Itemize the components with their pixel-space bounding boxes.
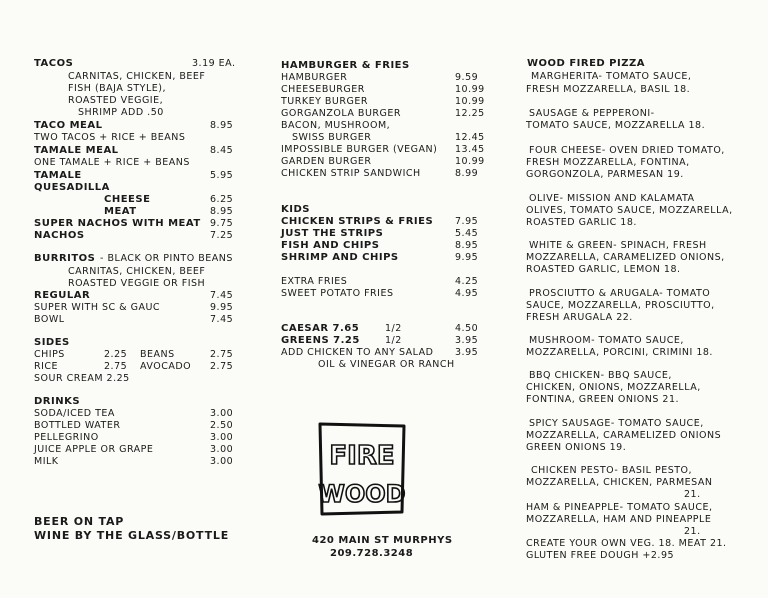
pizza-line: HAM & PINEAPPLE- TOMATO SAUCE, bbox=[526, 502, 713, 513]
bowl: BOWL bbox=[34, 314, 65, 325]
super-price: 9.95 bbox=[210, 302, 234, 313]
burritos-line: CARNITAS, CHICKEN, BEEF bbox=[68, 266, 206, 277]
drink-price: 3.00 bbox=[210, 432, 234, 443]
pizza-line: SPICY SAUSAGE- TOMATO SAUCE, bbox=[529, 418, 704, 429]
rice: RICE bbox=[34, 361, 59, 372]
pizza-line: MOZZARELLA, CARAMELIZED ONIONS bbox=[526, 430, 722, 441]
burger-name: HAMBURGER bbox=[281, 72, 348, 83]
pizza-line: SAUCE, MOZZARELLA, PROSCIUTTO, bbox=[526, 300, 715, 311]
kids-title: KIDS bbox=[281, 204, 310, 215]
taco-meal-price: 8.95 bbox=[210, 120, 234, 131]
burger-price: 10.99 bbox=[455, 96, 485, 107]
burger-name: GORGANZOLA BURGER bbox=[281, 108, 401, 119]
cheese-price: 6.25 bbox=[210, 194, 234, 205]
burger-name: BACON, MUSHROOM, bbox=[281, 120, 391, 131]
avocado-price: 2.75 bbox=[210, 361, 234, 372]
kids-price: 7.95 bbox=[455, 216, 479, 227]
pizza-line: TOMATO SAUCE, MOZZARELLA 18. bbox=[526, 120, 706, 131]
kids-name: SHRIMP AND CHIPS bbox=[281, 252, 399, 263]
drink-name: MILK bbox=[34, 456, 59, 467]
regular-price: 7.45 bbox=[210, 290, 234, 301]
super-nachos: SUPER NACHOS WITH MEAT bbox=[34, 218, 201, 229]
burger-price: 10.99 bbox=[455, 84, 485, 95]
nachos: NACHOS bbox=[34, 230, 85, 241]
kids-price: 8.95 bbox=[455, 240, 479, 251]
burger-price: 12.45 bbox=[455, 132, 485, 143]
tamale-meal: TAMALE MEAL bbox=[34, 145, 119, 156]
pizza-line: FONTINA, GREEN ONIONS 21. bbox=[526, 394, 680, 405]
pizza-line: BBQ CHICKEN- BBQ SAUCE, bbox=[529, 370, 672, 381]
meat-price: 8.95 bbox=[210, 206, 234, 217]
drink-price: 3.00 bbox=[210, 444, 234, 455]
burger-price: 13.45 bbox=[455, 144, 485, 155]
chips-price: 2.25 bbox=[104, 349, 128, 360]
kids-name: JUST THE STRIPS bbox=[281, 228, 384, 239]
pizza-line: GREEN ONIONS 19. bbox=[526, 442, 627, 453]
tacos-line: ROASTED VEGGIE, bbox=[68, 95, 164, 106]
tacos-price: 3.19 EA. bbox=[192, 58, 236, 69]
pizza-line: FRESH MOZZARELLA, BASIL 18. bbox=[526, 84, 691, 95]
pizza-line: GLUTEN FREE DOUGH +2.95 bbox=[526, 550, 675, 561]
pizza-line: CREATE YOUR OWN VEG. 18. MEAT 21. bbox=[526, 538, 727, 549]
add-chicken: ADD CHICKEN TO ANY SALAD bbox=[281, 347, 434, 358]
pizza-line: FOUR CHEESE- OVEN DRIED TOMATO, bbox=[529, 145, 725, 156]
pizza-line: ROASTED GARLIC, LEMON 18. bbox=[526, 264, 681, 275]
address: 420 MAIN ST MURPHYS bbox=[312, 535, 453, 546]
beans-price: 2.75 bbox=[210, 349, 234, 360]
drinks-title: DRINKS bbox=[34, 396, 81, 407]
pizza-line: CHICKEN, ONIONS, MOZZARELLA, bbox=[526, 382, 701, 393]
pizza-line: FRESH ARUGALA 22. bbox=[526, 312, 633, 323]
pizza-line: MARGHERITA- TOMATO SAUCE, bbox=[531, 71, 692, 82]
caesar: CAESAR 7.65 bbox=[281, 323, 360, 334]
drink-name: SODA/ICED TEA bbox=[34, 408, 115, 419]
firewood-logo bbox=[316, 420, 408, 520]
dressing: OIL & VINEGAR OR RANCH bbox=[318, 359, 455, 370]
sweet-fries: SWEET POTATO FRIES bbox=[281, 288, 394, 299]
caesar-half: 1/2 bbox=[385, 323, 402, 334]
pizza-line: OLIVES, TOMATO SAUCE, MOZZARELLA, bbox=[526, 205, 733, 216]
sour-cream: SOUR CREAM 2.25 bbox=[34, 373, 130, 384]
bowl-price: 7.45 bbox=[210, 314, 234, 325]
pizza-line: 21. bbox=[684, 489, 701, 500]
pizza-line: PROSCIUTTO & ARUGALA- TOMATO bbox=[529, 288, 711, 299]
tamale-meal-price: 8.45 bbox=[210, 145, 234, 156]
burger-name: GARDEN BURGER bbox=[281, 156, 372, 167]
kids-price: 5.45 bbox=[455, 228, 479, 239]
burger-name: IMPOSSIBLE BURGER (VEGAN) bbox=[281, 144, 438, 155]
burger-price: 10.99 bbox=[455, 156, 485, 167]
super: SUPER WITH SC & GAUC bbox=[34, 302, 161, 313]
drink-price: 2.50 bbox=[210, 420, 234, 431]
quesadilla: QUESADILLA bbox=[34, 182, 110, 193]
taco-meal-desc: TWO TACOS + RICE + BEANS bbox=[34, 132, 186, 143]
pizza-line: 21. bbox=[684, 526, 701, 537]
wine-by-glass: WINE BY THE GLASS/BOTTLE bbox=[34, 529, 230, 542]
burger-price: 12.25 bbox=[455, 108, 485, 119]
chips: CHIPS bbox=[34, 349, 65, 360]
burger-price: 8.99 bbox=[455, 168, 479, 179]
drink-price: 3.00 bbox=[210, 408, 234, 419]
tacos-line: SHRIMP ADD .50 bbox=[78, 107, 164, 118]
burger-name: TURKEY BURGER bbox=[281, 96, 368, 107]
pizza-line: MUSHROOM- TOMATO SAUCE, bbox=[529, 335, 684, 346]
pizza-line: MOZZARELLA, PORCINI, CRIMINI 18. bbox=[526, 347, 713, 358]
pizza-line: WHITE & GREEN- SPINACH, FRESH bbox=[529, 240, 707, 251]
greens-half-price: 3.95 bbox=[455, 335, 479, 346]
logo-word-fire: FIRE bbox=[329, 441, 395, 471]
add-chicken-price: 3.95 bbox=[455, 347, 479, 358]
tamale-price: 5.95 bbox=[210, 170, 234, 181]
tacos-title: TACOS bbox=[34, 58, 74, 69]
taco-meal: TACO MEAL bbox=[34, 120, 103, 131]
beans: BEANS bbox=[140, 349, 175, 360]
burger-name: CHICKEN STRIP SANDWICH bbox=[281, 168, 421, 179]
drink-price: 3.00 bbox=[210, 456, 234, 467]
kids-name: CHICKEN STRIPS & FRIES bbox=[281, 216, 434, 227]
pizza-line: SAUSAGE & PEPPERONI- bbox=[529, 108, 655, 119]
extra-fries-price: 4.25 bbox=[455, 276, 479, 287]
tamale-meal-desc: ONE TAMALE + RICE + BEANS bbox=[34, 157, 190, 168]
kids-name: FISH AND CHIPS bbox=[281, 240, 380, 251]
tamale: TAMALE bbox=[34, 170, 82, 181]
logo-word-wood: WOOD bbox=[318, 480, 406, 508]
drink-name: BOTTLED WATER bbox=[34, 420, 121, 431]
firewood-logo-mark bbox=[316, 420, 408, 520]
sweet-fries-price: 4.95 bbox=[455, 288, 479, 299]
tacos-line: FISH (BAJA STYLE), bbox=[68, 83, 166, 94]
phone: 209.728.3248 bbox=[330, 548, 414, 559]
burritos-title: BURRITOS bbox=[34, 253, 96, 264]
pizza-line: MOZZARELLA, CHICKEN, PARMESAN bbox=[526, 477, 713, 488]
burritos-line: ROASTED VEGGIE OR FISH bbox=[68, 278, 206, 289]
drink-name: PELLEGRINO bbox=[34, 432, 99, 443]
pizza-line: OLIVE- MISSION AND KALAMATA bbox=[529, 193, 695, 204]
burger-price: 9.59 bbox=[455, 72, 479, 83]
cheese: CHEESE bbox=[104, 194, 151, 205]
greens: GREENS 7.25 bbox=[281, 335, 360, 346]
rice-price: 2.75 bbox=[104, 361, 128, 372]
burger-name: SWISS BURGER bbox=[292, 132, 372, 143]
pizza-line: GORGONZOLA, PARMESAN 19. bbox=[526, 169, 684, 180]
pizza-line: CHICKEN PESTO- BASIL PESTO, bbox=[531, 465, 693, 476]
pizza-line: ROASTED GARLIC 18. bbox=[526, 217, 637, 228]
pizza-line: FRESH MOZZARELLA, FONTINA, bbox=[526, 157, 690, 168]
tacos-line: CARNITAS, CHICKEN, BEEF bbox=[68, 71, 206, 82]
beer-on-tap: BEER ON TAP bbox=[34, 515, 125, 528]
greens-half: 1/2 bbox=[385, 335, 402, 346]
nachos-price: 7.25 bbox=[210, 230, 234, 241]
burritos-desc: - BLACK OR PINTO BEANS bbox=[100, 253, 233, 264]
drink-name: JUICE APPLE OR GRAPE bbox=[34, 444, 154, 455]
avocado: AVOCADO bbox=[140, 361, 192, 372]
meat: MEAT bbox=[104, 206, 137, 217]
burger-name: CHEESEBURGER bbox=[281, 84, 365, 95]
pizza-title: WOOD FIRED PIZZA bbox=[527, 58, 645, 69]
extra-fries: EXTRA FRIES bbox=[281, 276, 348, 287]
hamburger-title: HAMBURGER & FRIES bbox=[281, 60, 410, 71]
sides-title: SIDES bbox=[34, 337, 70, 348]
super-nachos-price: 9.75 bbox=[210, 218, 234, 229]
kids-price: 9.95 bbox=[455, 252, 479, 263]
regular: REGULAR bbox=[34, 290, 91, 301]
pizza-line: MOZZARELLA, HAM AND PINEAPPLE bbox=[526, 514, 712, 525]
caesar-half-price: 4.50 bbox=[455, 323, 479, 334]
pizza-line: MOZZARELLA, CARAMELIZED ONIONS, bbox=[526, 252, 725, 263]
